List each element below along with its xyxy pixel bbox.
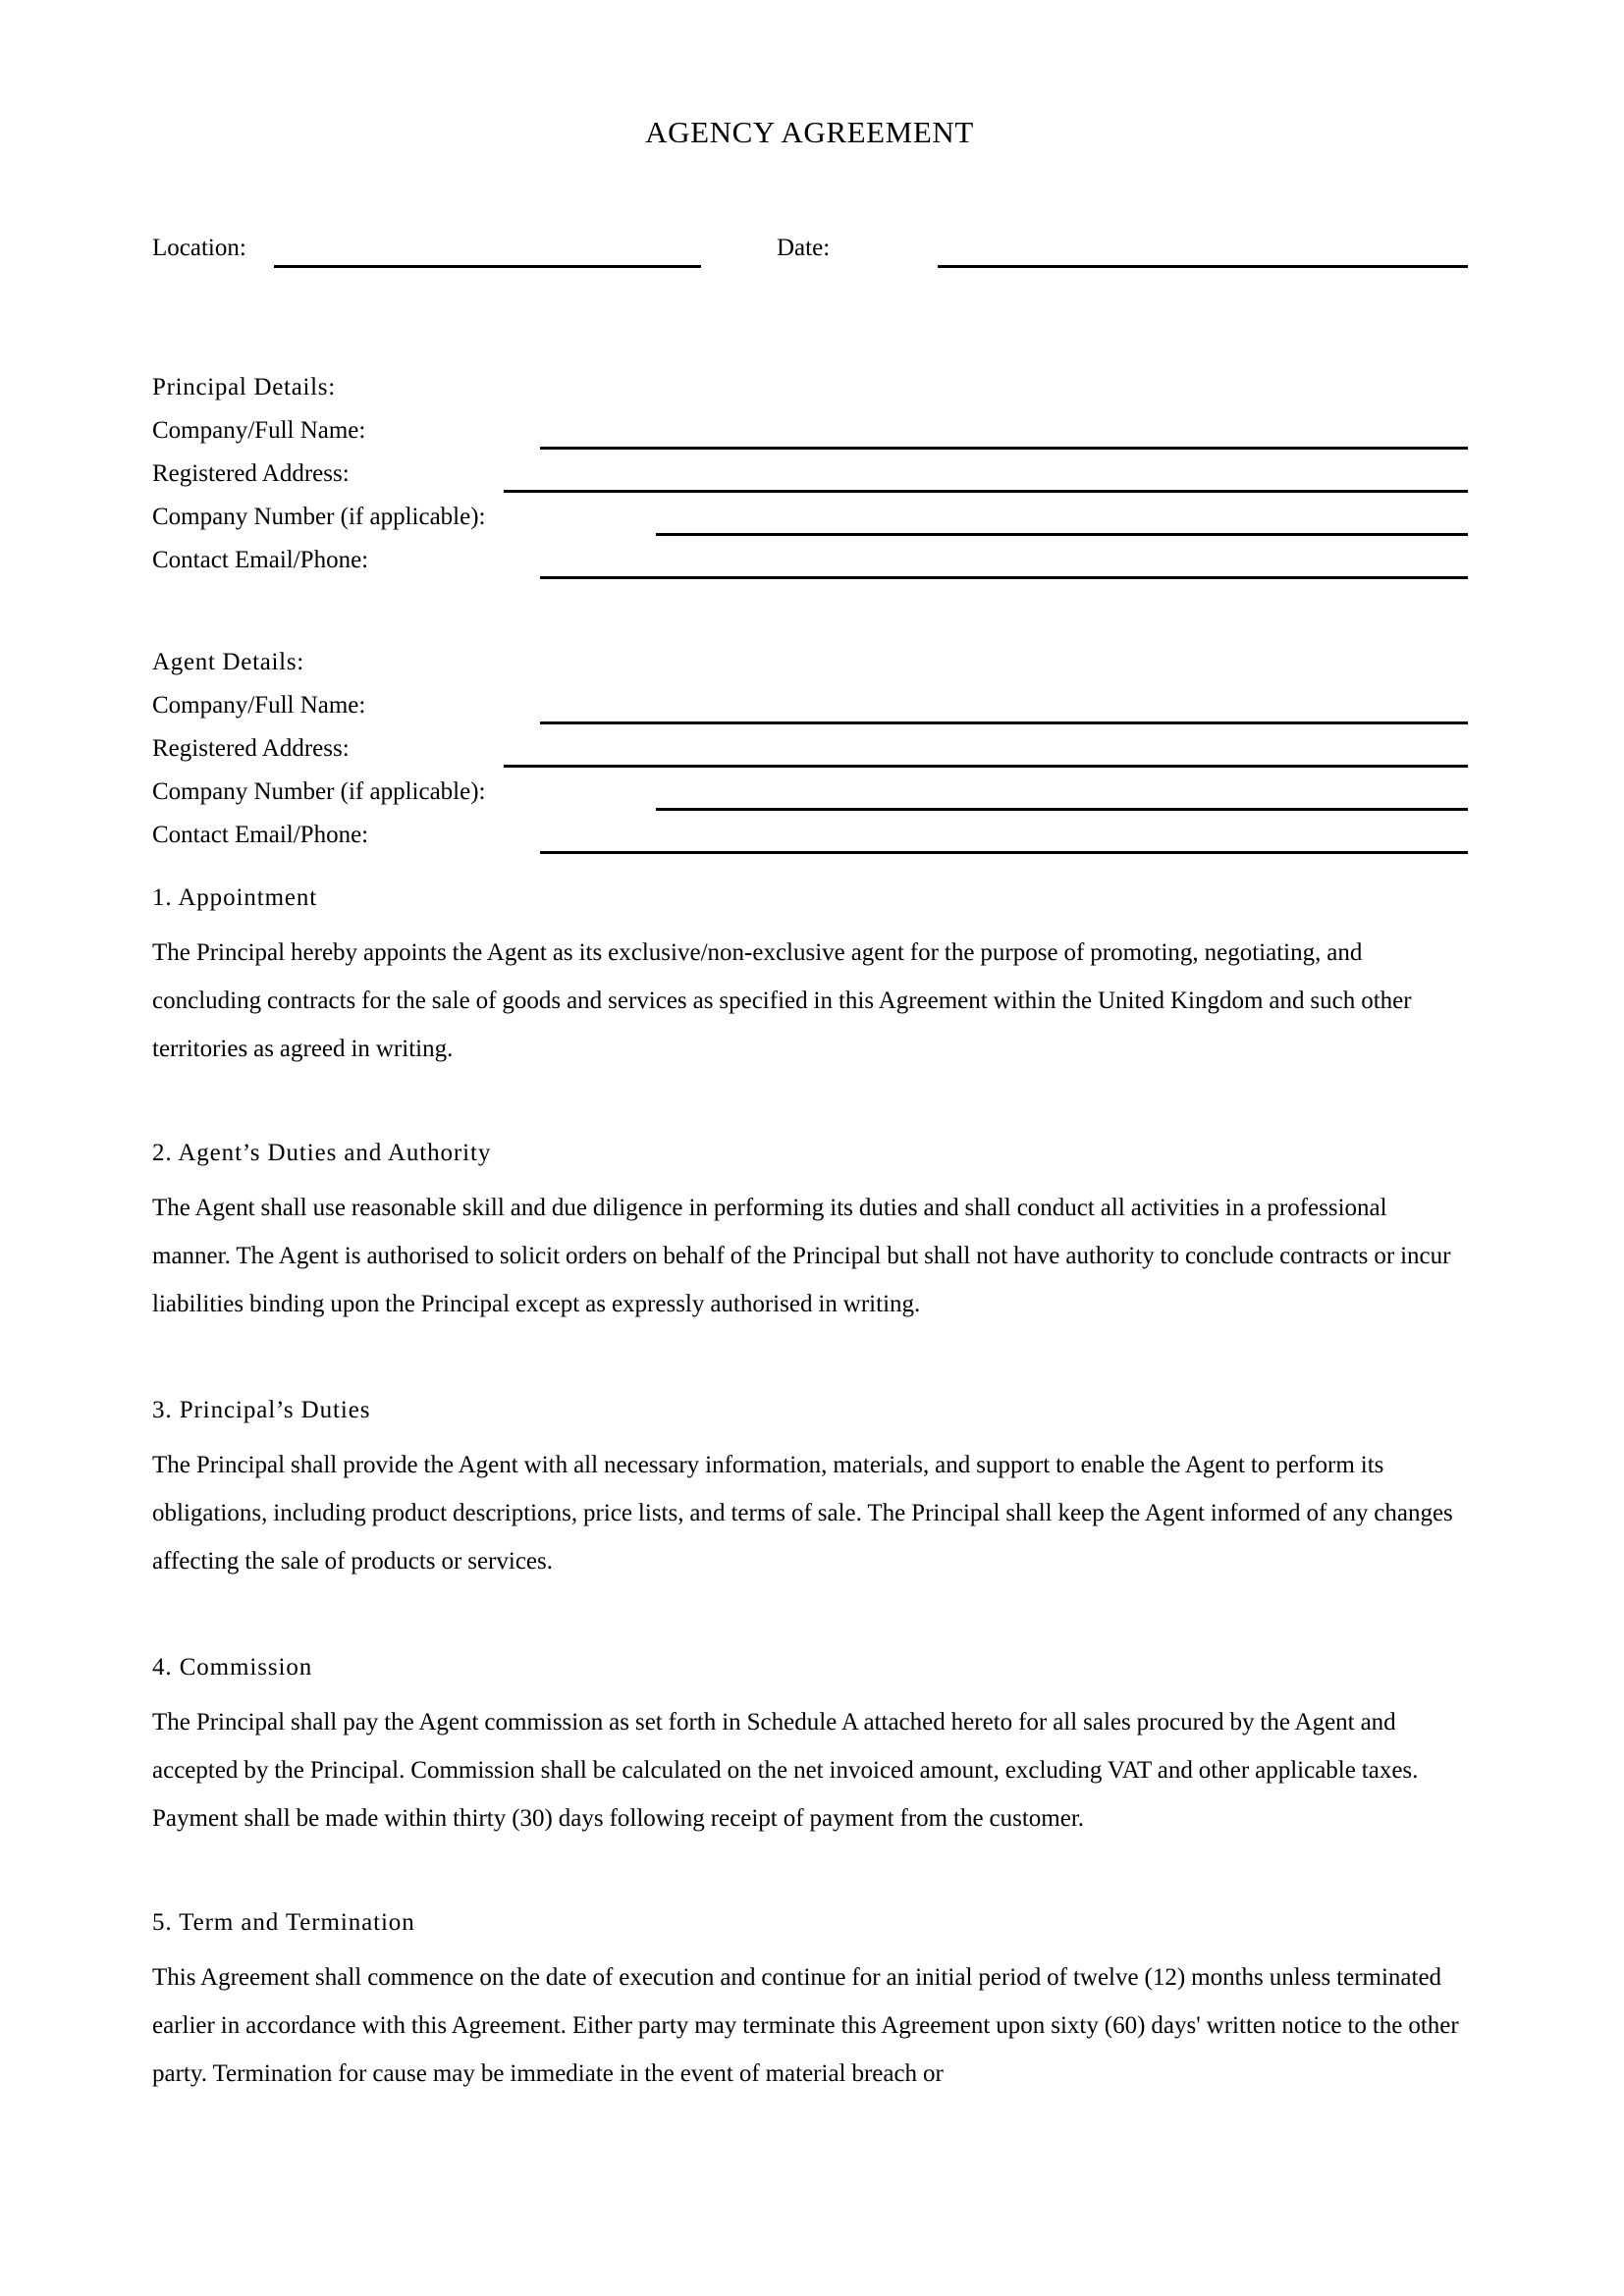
- agent-company-number-input-line[interactable]: [656, 808, 1468, 811]
- section-term-termination-heading: 5. Term and Termination: [152, 1909, 415, 1936]
- page-title-text: AGENCY AGREEMENT: [645, 115, 974, 149]
- location-label: Location:: [152, 235, 246, 261]
- agent-company-number-row: [152, 777, 1468, 808]
- section-appointment: [152, 881, 1468, 1073]
- principal-company-name-row: [152, 416, 1468, 447]
- agent-company-name-input-line[interactable]: [540, 721, 1468, 724]
- section-agent-duties-body: The Agent shall use reasonable skill and due diligence in performing its duties and shall conduct all activities in a professional manner. The Agent is authorised to solicit orders on behalf of the Principal but shall not have authority to conclude contracts or incur liabilities binding upon the Principal except as expressly authorised in writing.: [152, 1195, 1451, 1317]
- section-principal-duties-heading: 3. Principal’s Duties: [152, 1397, 371, 1423]
- location-input-line[interactable]: [274, 265, 701, 268]
- section-principal-duties: [152, 1394, 1468, 1585]
- agent-contact-input-line[interactable]: [540, 851, 1468, 854]
- principal-contact-label: Contact Email/Phone:: [152, 547, 369, 573]
- section-appointment-body: The Principal hereby appoints the Agent as its exclusive/non-exclusive agent for the purpose of promoting, negotiating, and concluding contracts for the sale of goods and services as specified in this Agreement within the United Kingdom and such other territories as agreed in writing.: [152, 939, 1412, 1062]
- section-term-termination: [152, 1906, 1468, 2098]
- principal-company-name-label: Company/Full Name:: [152, 417, 366, 444]
- principal-company-number-row: [152, 503, 1468, 533]
- section-principal-duties-body: The Principal shall provide the Agent with all necessary information, materials, and support to enable the Agent to perform its obligations, including product descriptions, price lists, and terms of sale. The Principal shall keep the Agent informed of any changes affecting the sale of products or services.: [152, 1452, 1453, 1575]
- section-agent-duties: [152, 1137, 1468, 1328]
- principal-company-number-label: Company Number (if applicable):: [152, 504, 486, 530]
- agent-contact-label: Contact Email/Phone:: [152, 822, 369, 848]
- agent-company-name-row: [152, 691, 1468, 721]
- page-title: [0, 116, 1624, 149]
- agent-registered-address-input-line[interactable]: [504, 765, 1468, 768]
- principal-contact-row: [152, 546, 1468, 576]
- agent-company-name-label: Company/Full Name:: [152, 692, 366, 719]
- section-commission: [152, 1651, 1468, 1842]
- principal-company-number-input-line[interactable]: [656, 533, 1468, 536]
- date-input-line[interactable]: [938, 265, 1468, 268]
- agent-contact-row: [152, 821, 1468, 851]
- date-label: Date:: [777, 235, 831, 261]
- agent-registered-address-label: Registered Address:: [152, 735, 350, 762]
- section-term-termination-body: This Agreement shall commence on the date of execution and continue for an initial period of twelve (12) months unless terminated earlier in accordance with this Agreement. Either party may terminate this Agreement upon sixty (60) days' written notice to the other party. Termination for cause may be immediate in the event of material breach or: [152, 1964, 1459, 2087]
- principal-company-name-input-line[interactable]: [540, 447, 1468, 450]
- agent-details-heading: Agent Details:: [152, 649, 304, 675]
- principal-registered-address-row: [152, 459, 1468, 490]
- principal-registered-address-input-line[interactable]: [504, 490, 1468, 493]
- section-commission-body: The Principal shall pay the Agent commission as set forth in Schedule A attached hereto for all sales procured by the Agent and accepted by the Principal. Commission shall be calculated on the net invoiced amount, excluding VAT and other applicable taxes. Payment shall be made within thirty (30) days following receipt of payment from the customer.: [152, 1709, 1419, 1832]
- agent-details-block: [152, 648, 1468, 864]
- section-appointment-heading: 1. Appointment: [152, 884, 318, 911]
- principal-details-heading: Principal Details:: [152, 374, 336, 400]
- location-date-row: [152, 234, 1468, 273]
- section-agent-duties-heading: 2. Agent’s Duties and Authority: [152, 1140, 492, 1166]
- principal-contact-input-line[interactable]: [540, 576, 1468, 579]
- principal-details-block: [152, 373, 1468, 589]
- agent-registered-address-row: [152, 734, 1468, 765]
- agent-company-number-label: Company Number (if applicable):: [152, 778, 486, 805]
- section-commission-heading: 4. Commission: [152, 1654, 313, 1681]
- principal-registered-address-label: Registered Address:: [152, 460, 350, 487]
